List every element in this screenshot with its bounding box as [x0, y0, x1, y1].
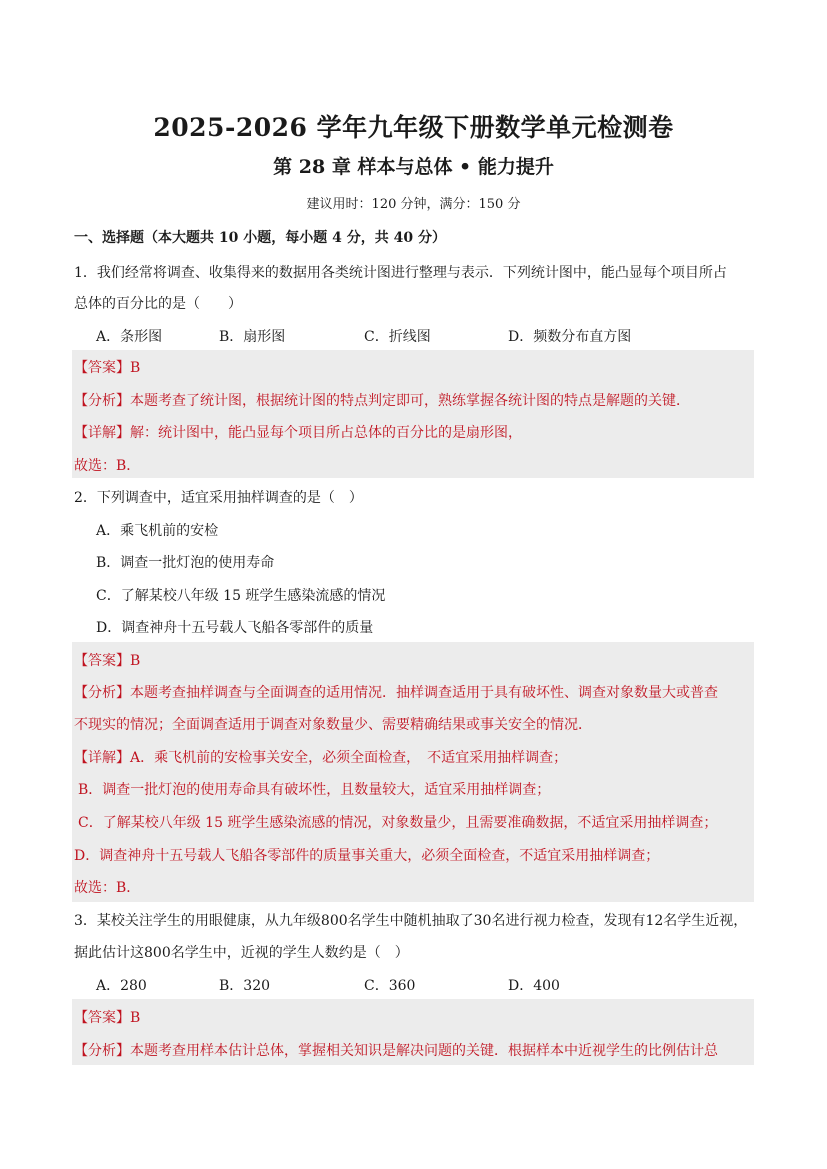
q1-analysis: 【分析】本题考查了统计图，根据统计图的特点判定即可，熟练掌握各统计图的特点是解题的关键．: [74, 393, 690, 409]
q3-analysis: 【分析】本题考查用样本估计总体，掌握相关知识是解决问题的关键．根据样本中近视学生的比例估计总: [74, 1043, 718, 1059]
q2-option-b: B．调查一批灯泡的使用寿命: [96, 555, 275, 571]
q1-stem-line1: 1．我们经常将调查、收集得来的数据用各类统计图进行整理与表示．下列统计图中，能凸显每个项目所占: [74, 265, 727, 281]
q3-option-c: C．360: [364, 978, 416, 994]
q2-analysis-line2: 不现实的情况；全面调查适用于调查对象数量少、需要精确结果或事关安全的情况．: [74, 717, 592, 733]
q2-option-c: C．了解某校八年级 15 班学生感染流感的情况: [96, 588, 386, 604]
q2-detail-line2: B．调查一批灯泡的使用寿命具有破坏性，且数量较大，适宜采用抽样调查；: [78, 782, 551, 798]
q2-option-d: D．调查神舟十五号载人飞船各零部件的质量: [96, 620, 374, 636]
q2-answer: 【答案】B: [74, 653, 141, 669]
exam-title: 2025-2026 学年九年级下册数学单元检测卷: [153, 113, 674, 142]
q1-option-c: C．折线图: [364, 329, 431, 345]
q2-detail-line3: C．了解某校八年级 15 班学生感染流感的情况，对象数量少，且需要准确数据，不适宜采用抽样调查；: [78, 815, 718, 831]
q2-conclusion: 故选：B．: [74, 880, 141, 896]
q3-option-b: B．320: [219, 978, 271, 994]
section-heading: 一、选择题（本大题共 10 小题，每小题 4 分，共 40 分）: [74, 230, 446, 246]
q2-analysis-line1: 【分析】本题考查抽样调查与全面调查的适用情况．抽样调查适用于具有破坏性、调查对象数量大或普查: [74, 685, 718, 701]
q3-answer: 【答案】B: [74, 1010, 141, 1026]
q1-stem-line2: 总体的百分比的是（ ）: [74, 296, 242, 312]
q1-answer: 【答案】B: [74, 360, 141, 376]
q3-option-a: A．280: [96, 978, 147, 994]
q1-option-d: D．频数分布直方图: [508, 329, 632, 345]
q2-detail-line4: D．调查神舟十五号载人飞船各零部件的质量事关重大，必须全面检查，不适宜采用抽样调查；: [74, 848, 660, 864]
q1-conclusion: 故选：B．: [74, 458, 141, 474]
q1-option-b: B．扇形图: [219, 329, 286, 345]
q1-solution-box: [72, 350, 754, 478]
exam-meta: 建议用时：120 分钟，满分：150 分: [306, 197, 521, 212]
q3-stem-line1: 3．某校关注学生的用眼健康，从九年级800名学生中随机抽取了30名进行视力检查，发现有12名学生近视，: [74, 913, 748, 929]
q1-detail: 【详解】解：统计图中，能凸显每个项目所占总体的百分比的是扇形图，: [74, 425, 522, 441]
q3-stem-line2: 据此估计这800名学生中，近视的学生人数约是（ ）: [74, 945, 409, 961]
chapter-subtitle: 第 28 章 样本与总体 • 能力提升: [273, 156, 554, 178]
q2-detail-line1: 【详解】A．乘飞机前的安检事关安全，必须全面检查， 不适宜采用抽样调查；: [74, 750, 568, 766]
q1-option-a: A．条形图: [96, 329, 163, 345]
q2-stem: 2．下列调查中，适宜采用抽样调查的是（ ）: [74, 490, 363, 506]
q2-option-a: A．乘飞机前的安检: [96, 523, 219, 539]
q3-option-d: D．400: [508, 978, 560, 994]
